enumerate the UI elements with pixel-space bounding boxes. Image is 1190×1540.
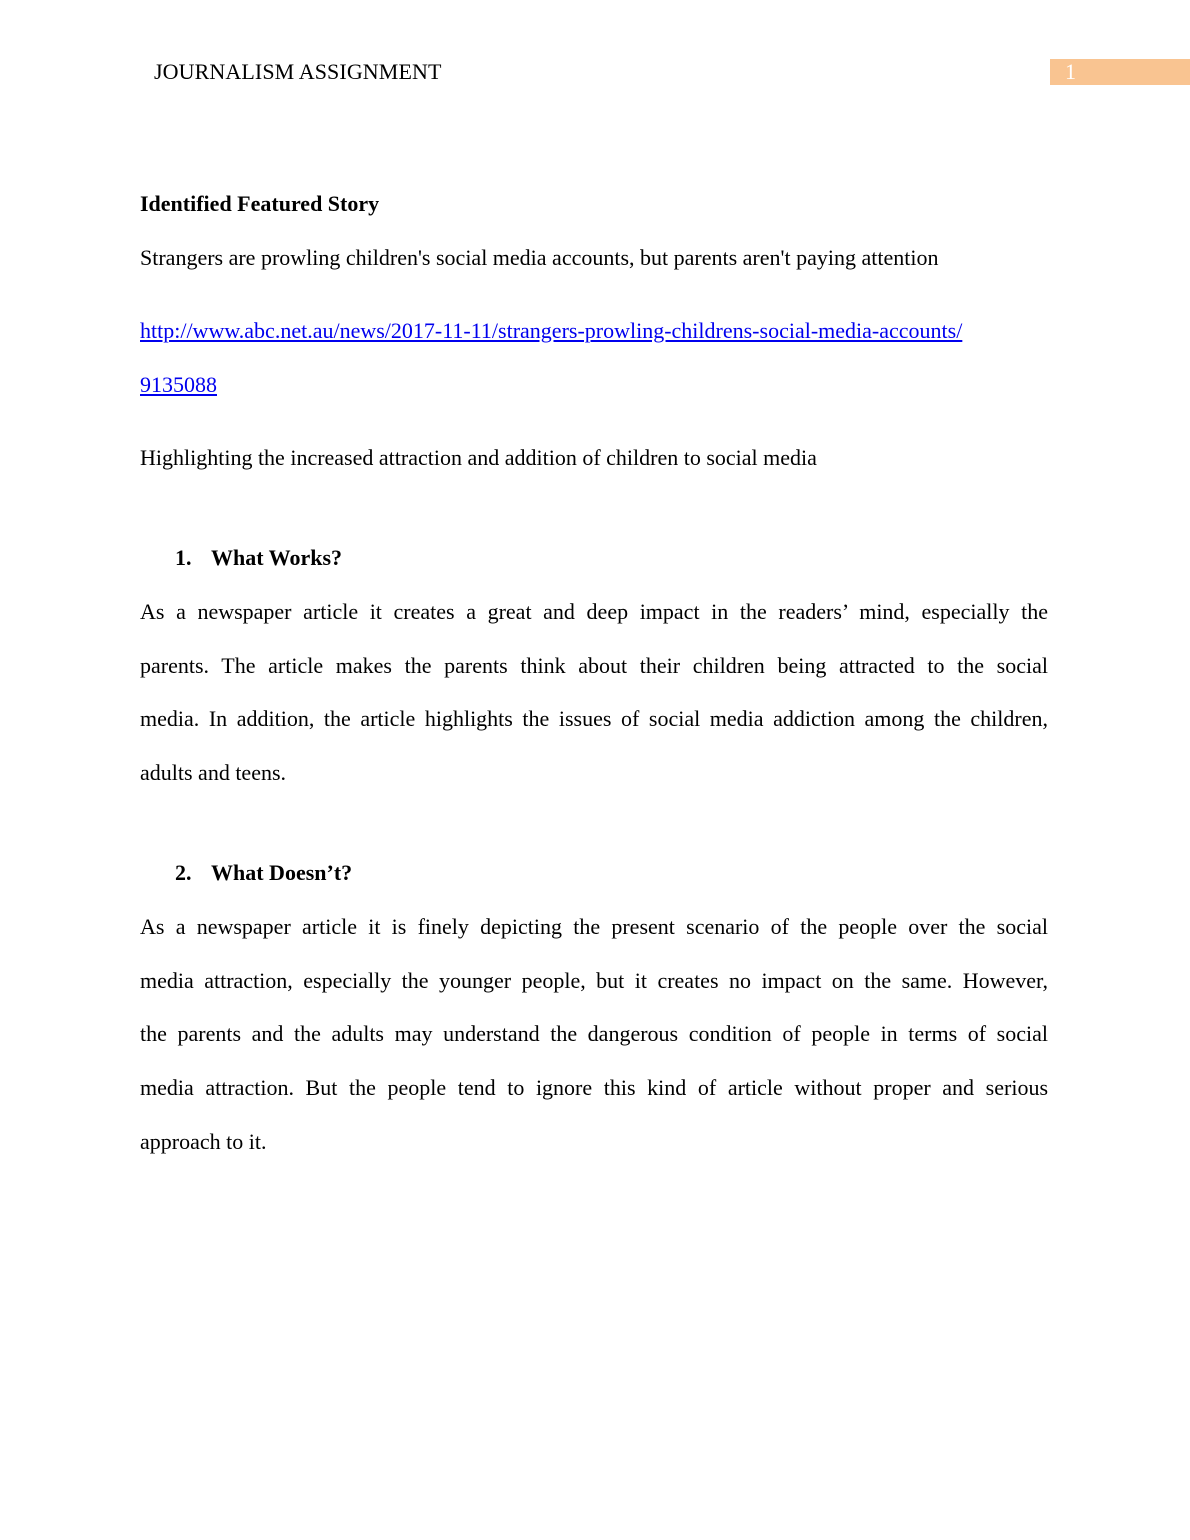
page-number: 1: [1050, 59, 1190, 85]
section-1-number: 1.: [175, 545, 192, 570]
story-summary: Highlighting the increased attraction and addition of children to social media: [140, 445, 817, 470]
paragraph-line: parents. The article makes the parents think about their children being attracted to the social: [140, 652, 1048, 678]
story-url-link-line2[interactable]: 9135088: [140, 372, 217, 397]
section-1-heading: What Works?: [211, 545, 343, 570]
section-2-number: 2.: [175, 860, 192, 885]
section-2-heading: What Doesn’t?: [211, 860, 353, 885]
paragraph-line: the parents and the adults may understand the dangerous condition of people in terms of social: [140, 1021, 1048, 1047]
story-title: Strangers are prowling children's social media accounts, but parents aren't paying attention: [140, 245, 939, 270]
story-heading: Identified Featured Story: [140, 191, 380, 216]
section-1-paragraph: [140, 585, 1048, 800]
paragraph-line: media attraction. But the people tend to ignore this kind of article without proper and serious: [140, 1075, 1048, 1101]
paragraph-line: As a newspaper article it is finely depicting the present scenario of the people over the social: [140, 914, 1048, 939]
paragraph-line: media. In addition, the article highlights the issues of social media addiction among the children,: [140, 706, 1048, 732]
story-url-link-line1[interactable]: http://www.abc.net.au/news/2017-11-11/strangers-prowling-childrens-social-media-accounts/: [140, 318, 963, 343]
paragraph-line: adults and teens.: [140, 760, 287, 786]
paragraph-line: approach to it.: [140, 1128, 267, 1154]
paragraph-line: As a newspaper article it creates a great and deep impact in the readers’ mind, especially the: [140, 599, 1048, 624]
section-2-paragraph: [140, 900, 1048, 1168]
running-head: JOURNALISM ASSIGNMENT: [154, 59, 442, 84]
paragraph-line: media attraction, especially the younger people, but it creates no impact on the same. However,: [140, 967, 1048, 993]
